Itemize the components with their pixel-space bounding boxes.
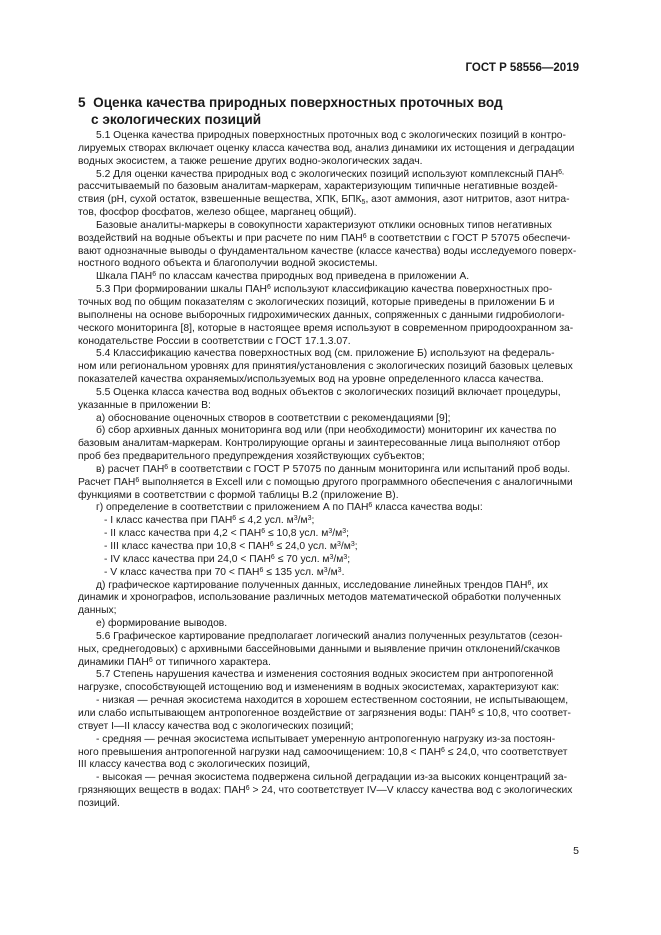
list-item: в) расчет ПАН$^6$ в соответствии с ГОСТ Р 57075 по данным мониторинга или испытаний проб воды.	[96, 463, 571, 475]
document-number: ГОСТ Р 58556—2019	[465, 62, 579, 74]
text-line: 5.7 Степень нарушения качества и изменения состояния водных экосистем при антропогенной	[96, 669, 554, 681]
section-title-line2: с экологических позиций	[91, 112, 262, 127]
text-line: ностного водного объекта и благополучии водной экосистемы.	[78, 258, 378, 270]
text-line: III классу качества вод с экологических позиций,	[78, 759, 311, 771]
text-line: ческого мониторинга [8], которые в настоящее время используют в современном природоохранном за-	[78, 322, 574, 334]
text-line: динамики ПАН$^6$ от типичного характера.	[78, 656, 271, 668]
text-line: 5.1 Оценка качества природных поверхностных проточных вод с экологических позиций в контро-	[96, 130, 566, 141]
text-line: нагрузке, способствующей истощению вод и изменениям в водных экосистемах, характеризуют как:	[78, 682, 560, 694]
class-item: - III класс качества при $10,8 < ПАН^6 \le 24,0$ усл. $м^3/м^3$;	[104, 541, 358, 552]
text-line: ствует I—II классу качества вод с экологических позиций;	[78, 720, 354, 732]
section-title-text1: Оценка качества природных поверхностных проточных вод	[93, 95, 503, 110]
list-item: б) сбор архивных данных мониторинга вод или (при необходимости) мониторинг их качества по	[96, 425, 557, 437]
section-title-line1	[78, 94, 578, 111]
text-line: воздействий на водные объекты и при расчете по ним ПАН$^6$ в соответствии с ГОСТ Р 57075 обеспечи-	[78, 232, 571, 244]
text-line: выполнены на основе выборочных гидрохимических данных, сопряженных с данными гидробиологи-	[78, 309, 565, 321]
list-item: - низкая — речная экосистема находится в хорошем естественном состоянии, не испытывающем,	[96, 695, 569, 707]
text-line: вают однозначные выводы о фундаментальном качестве (классе качества) воды исследуемого поверх-	[78, 245, 577, 257]
text-line: Расчет ПАН$^6$ выполняется в Excell или с помощью другого программного обеспечения с аналогичными	[78, 476, 573, 488]
section-number: 5	[78, 95, 86, 110]
text-line: данных;	[78, 605, 117, 617]
text-line: позиций.	[78, 797, 120, 809]
text-line: ного превышения антропогенной нагрузки над самоочищением: $10,8 < ПАН^6 \le 24,0$, что соответствует	[78, 746, 568, 758]
text-line: грязняющих веществ в водах: $ПАН^6 > 24$, что соответствует IV—V классу качества вод с экологических	[78, 785, 573, 797]
text-line: конодательстве России в соответствии с ГОСТ 17.1.3.07.	[78, 335, 351, 347]
class-item: - IV класс качества при $24,0 < ПАН^6 \le 70$ усл. $м^3/м^3$;	[104, 553, 351, 565]
text-line: 5.2 Для оценки качества природных вод с экологических позиций используют комплексный $ПАН^{6,}$	[96, 168, 564, 180]
text-line: проб без предварительного предупреждения хозяйствующих субъектов;	[78, 451, 425, 463]
text-line: лируемых створах включает оценку класса качества вод, анализ динамики их истощения и деградации	[78, 142, 575, 154]
text-line: динамик и хронографов, использование различных методов математической обработки полученных	[78, 592, 561, 604]
class-item: - I класс качества при $ПАН^6 \le 4,2$ усл. $м^3/м^3$;	[104, 515, 315, 527]
text-line: 5.6 Графическое картирование предполагает логический анализ полученных результатов (сезон-	[96, 630, 563, 642]
text-line: 5.5 Оценка класса качества вод водных объектов с экологических позиций включает процедуры,	[96, 386, 561, 398]
text-line: водных экосистем, а также решение других водно-экологических задач.	[78, 155, 423, 167]
text-line: функциями в соответствии с формой таблицы В.2 (приложение В).	[78, 489, 399, 501]
page-number: 5	[573, 845, 579, 857]
section-title	[78, 94, 578, 128]
text-line: или слабо испытывающем антропогенное воздействие от загрязнения воды: $ПАН^6 \le 10,8$, что соответ-	[78, 707, 571, 719]
text-line: ствия (рН, сухой остаток, взвешенные вещества, ХПК, $БПК_5$, азот аммония, азот нитритов, азот нитра-	[78, 194, 570, 207]
list-item: а) обоснование оценочных створов в соответствии с рекомендациями [9];	[96, 412, 451, 424]
text-line: 5.4 Классификацию качества поверхностных вод (см. приложение Б) используют на федераль-	[96, 348, 555, 360]
text-line: Базовые аналиты-маркеры в совокупности характеризуют отклики основных типов негативных	[96, 219, 552, 231]
body-text	[78, 130, 584, 811]
text-line: тов, фосфор фосфатов, железо общее, марганец общий).	[78, 207, 357, 219]
class-item: - II класс качества при $4,2 < ПАН^6 \le 10,8$ усл. $м^3/м^3$;	[104, 528, 349, 540]
list-item: г) определение в соответствии с приложением А по ПАН$^6$ класса качества воды:	[96, 502, 483, 514]
text-line: указанные в приложении В:	[78, 399, 211, 411]
list-item: - высокая — речная экосистема подвержена сильной деградации из-за высоких концентраций за-	[96, 772, 568, 784]
text-line: базовым аналитам-маркерам. Контролирующие органы и заинтересованные лица выполняют отбор	[78, 438, 561, 450]
text-line: 5.3 При формировании шкалы ПАН$^6$ используют классификацию качества поверхностных про-	[96, 284, 553, 296]
text-line: Шкала ПАН$^6$ по классам качества природных вод приведена в приложении А.	[96, 271, 470, 283]
list-item: е) формирование выводов.	[96, 618, 228, 630]
text-line: ных, среднегодовых) с архивными бассейновыми данными и выявление причин отклонений/скачков	[78, 643, 561, 655]
text-line: ном или региональном уровнях для принятия/установления с экологических позиций базовых целевых	[78, 361, 573, 373]
text-line: показателей качества охраняемых/используемых вод на уровне определенного класса качества.	[78, 374, 544, 386]
text-line: точных вод по общим показателям с экологических позиций, которые приведены в приложении Б и	[78, 296, 555, 308]
list-item: - средняя — речная экосистема испытывает умеренную антропогенную нагрузку из-за постоян-	[96, 733, 556, 745]
list-item: д) графическое картирование полученных данных, исследование линейных трендов ПАН$^6$, их	[96, 579, 548, 591]
class-item: - V класс качества при $70 < ПАН^6 \le 135$ усл. $м^3/м^3$.	[104, 566, 345, 578]
text-line: рассчитываемый по базовым аналитам-маркерам, характеризующим типичные негативные воздей-	[78, 181, 558, 193]
